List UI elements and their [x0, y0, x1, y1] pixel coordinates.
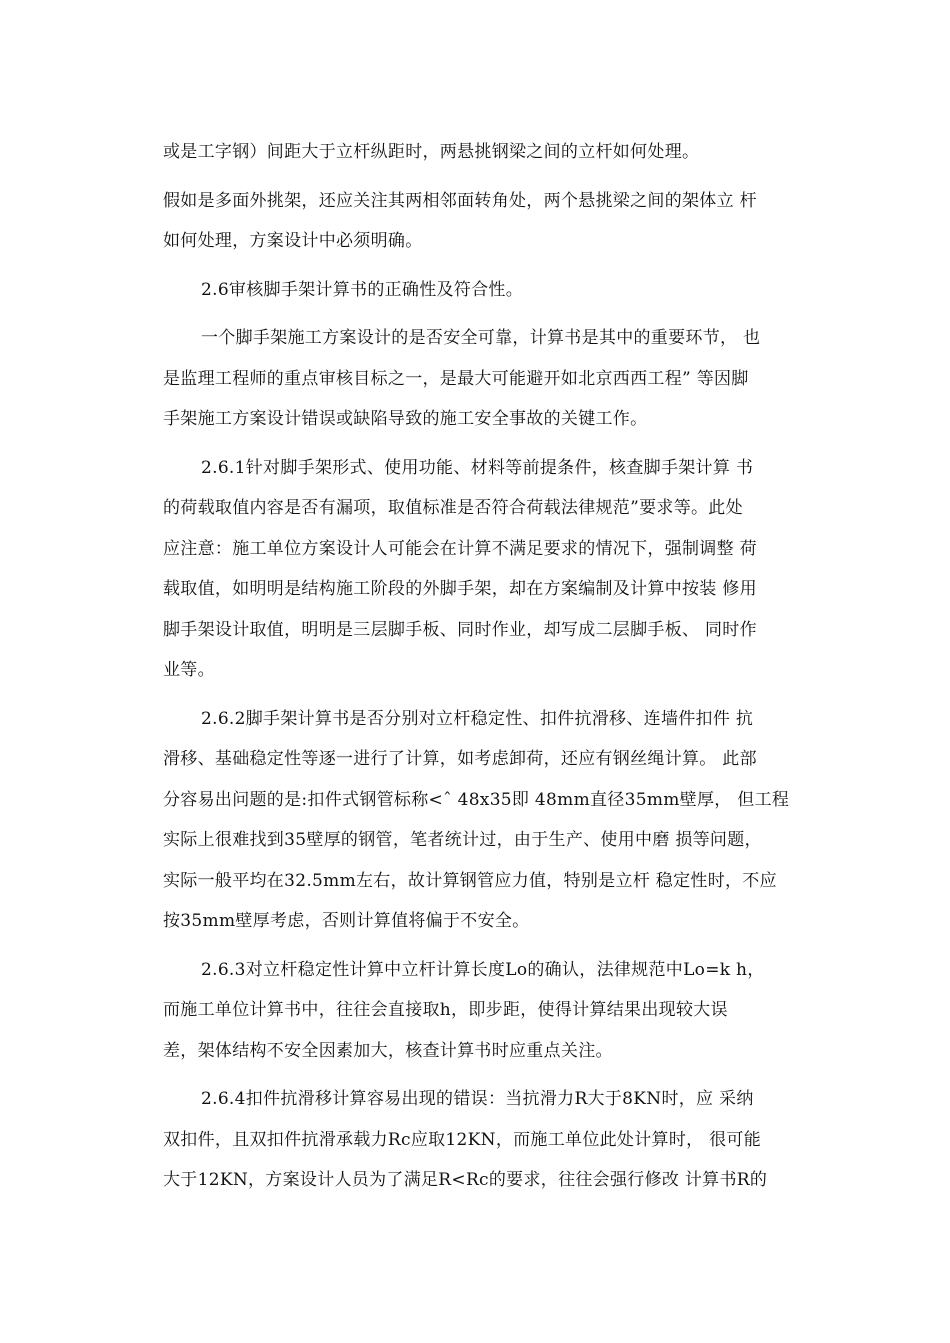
paragraph-line: 实际一般平均在32.5mm左右，故计算钢管应力值，特别是立杆 稳定性时，不应	[163, 870, 777, 891]
paragraph-spacer	[163, 310, 803, 318]
paragraph-line: 业等。	[163, 660, 215, 680]
paragraph-line: 假如是多面外挑架，还应关注其两相邻面转角处，两个悬挑梁之间的架体立 杆	[163, 190, 757, 211]
paragraph-spacer	[163, 1071, 803, 1079]
paragraph	[163, 448, 803, 691]
paragraph-spacer	[163, 691, 803, 699]
paragraph	[163, 132, 803, 173]
paragraph-line: 是监理工程师的重点审核目标之一，是最大可能避开如北京西西工程” 等因脚	[163, 368, 749, 389]
document-body	[163, 132, 803, 1201]
paragraph-line: 载取值，如明明是结构施工阶段的外脚手架，却在方案编制及计算中按装 修用	[163, 579, 757, 599]
paragraph-spacer	[163, 440, 803, 448]
paragraph-line: 如何处理，方案设计中必须明确。	[163, 231, 423, 251]
paragraph-spacer	[163, 942, 803, 950]
paragraph-line: 应注意：施工单位方案设计人可能会在计算不满足要求的情况下，强制调整 荷	[163, 538, 757, 559]
paragraph-line: 2.6审核脚手架计算书的正确性及符合性。	[201, 279, 524, 300]
paragraph-line: 而施工单位计算书中，往往会直接取h，即步距，使得计算结果出现较大误	[163, 1000, 728, 1020]
paragraph-line: 2.6.2脚手架计算书是否分别对立杆稳定性、扣件抗滑移、连墙件扣件 抗	[201, 708, 754, 729]
paragraph-line: 手架施工方案设计错误或缺陷导致的施工安全事故的关键工作。	[163, 409, 648, 429]
paragraph-line: 一个脚手架施工方案设计的是否安全可靠，计算书是其中的重要环节， 也	[201, 328, 761, 348]
paragraph	[163, 181, 803, 262]
paragraph-spacer	[163, 262, 803, 270]
paragraph-line: 2.6.4扣件抗滑移计算容易出现的错误：当抗滑力R大于8KN时，应 采纳	[201, 1089, 754, 1109]
paragraph-line: 按35mm壁厚考虑，否则计算值将偏于不安全。	[163, 911, 530, 931]
paragraph-line: 滑移、基础稳定性等逐一进行了计算，如考虑卸荷，还应有钢丝绳计算。 此部	[163, 749, 757, 769]
paragraph-line: 2.6.3对立杆稳定性计算中立杆计算长度Lo的确认，法律规范中Lo=k h，	[201, 959, 765, 980]
paragraph-line: 或是工字钢）间距大于立杆纵距时，两悬挑钢梁之间的立杆如何处理。	[163, 142, 700, 162]
paragraph-line: 大于12KN，方案设计人员为了满足R<Rc的要求，往往会强行修改 计算书R的	[163, 1170, 768, 1190]
paragraph	[163, 950, 803, 1072]
paragraph-line: 实际上很难找到35壁厚的钢管，笔者统计过，由于生产、使用中磨 损等问题，	[163, 830, 762, 850]
paragraph-line: 的荷载取值内容是否有漏项，取值标准是否符合荷载法律规范”要求等。此处	[163, 498, 743, 518]
paragraph	[163, 1079, 803, 1201]
paragraph	[163, 699, 803, 942]
paragraph	[163, 318, 803, 440]
paragraph-spacer	[163, 173, 803, 181]
paragraph	[163, 270, 803, 311]
paragraph-line: 脚手架设计取值，明明是三层脚手板、同时作业，却写成二层脚手板、 同时作	[163, 619, 757, 640]
paragraph-line: 双扣件，且双扣件抗滑承载力Rc应取12KN，而施工单位此处计算时， 很可能	[163, 1129, 762, 1150]
paragraph-line: 分容易出问题的是:扣件式钢管标称<ˆ 48x35即 48mm直径35mm壁厚， 但工程	[163, 789, 790, 810]
paragraph-line: 2.6.1针对脚手架形式、使用功能、材料等前提条件，核查脚手架计算 书	[201, 457, 754, 478]
paragraph-line: 差，架体结构不安全因素加大，核查计算书时应重点关注。	[163, 1040, 613, 1061]
